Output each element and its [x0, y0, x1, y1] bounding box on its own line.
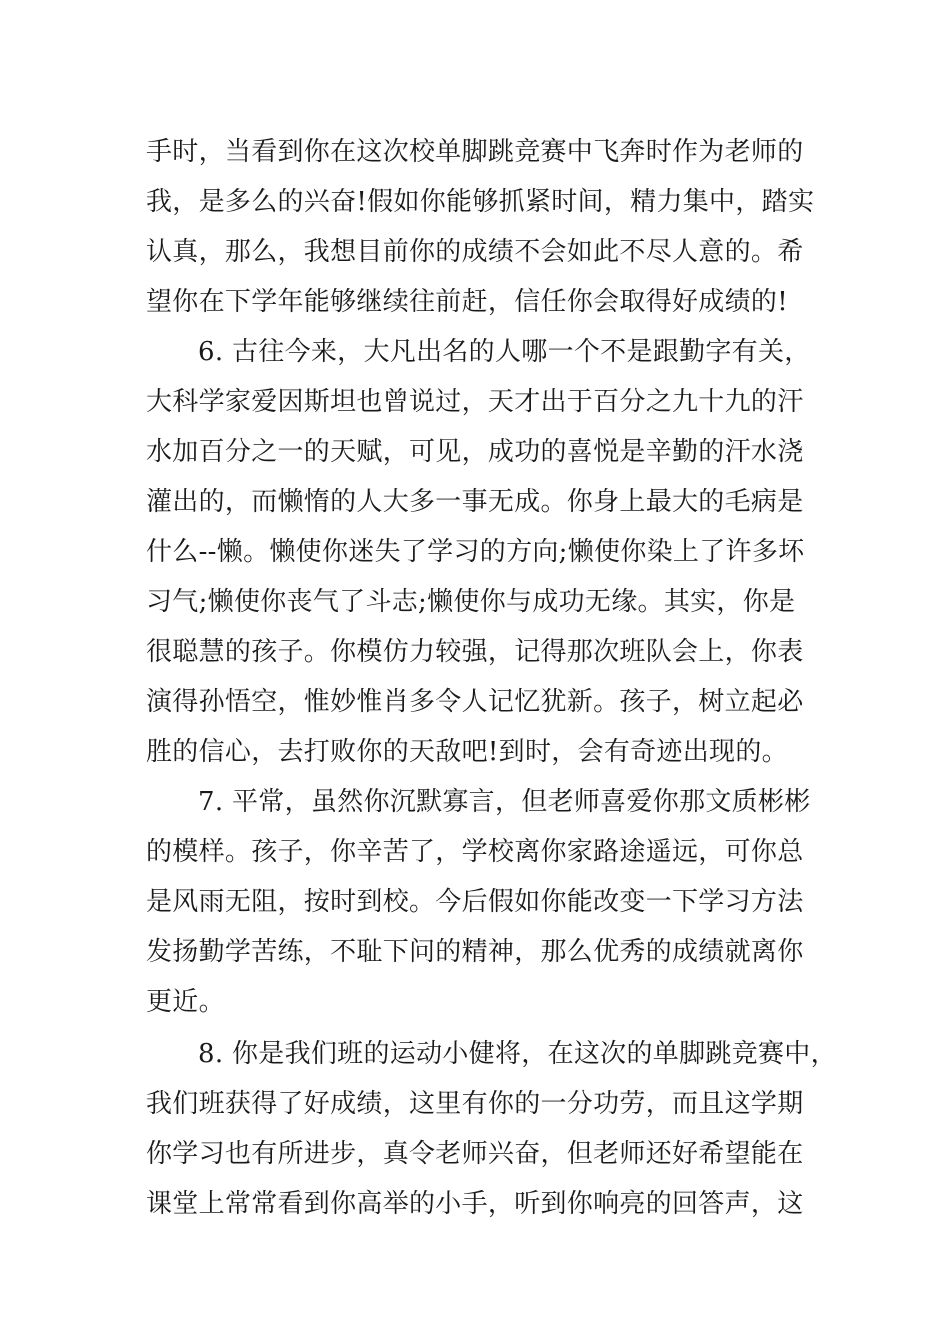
text-line: 什么--懒。懒使你迷失了学习的方向;懒使你染上了许多坏: [146, 537, 805, 567]
text-line: 你学习也有所进步，真令老师兴奋，但老师还好希望能在: [146, 1139, 804, 1169]
paragraph-7: [146, 777, 814, 1027]
text-line: 演得孙悟空，惟妙惟肖多令人记忆犹新。孩子，树立起必: [146, 687, 804, 717]
text-line: 胜的信心，去打败你的天敌吧!到时，会有奇迹出现的。: [146, 737, 788, 767]
text-line: 我们班获得了好成绩，这里有你的一分功劳，而且这学期: [146, 1089, 804, 1119]
text-line: 是风雨无阻，按时到校。今后假如你能改变一下学习方法: [146, 887, 804, 917]
text-line: 水加百分之一的天赋，可见，成功的喜悦是辛勤的汗水浇: [146, 437, 804, 467]
text-line: 发扬勤学苦练，不耻下问的精神，那么优秀的成绩就离你: [146, 937, 804, 967]
text-line: 更近。: [146, 987, 225, 1017]
text-line: 6. 古往今来，大凡出名的人哪一个不是跟勤字有关，: [198, 337, 811, 367]
paragraph-6: [146, 327, 814, 777]
text-line: 灌出的，而懒惰的人大多一事无成。你身上最大的毛病是: [146, 487, 804, 517]
text-line: 手时，当看到你在这次校单脚跳竞赛中飞奔时作为老师的: [146, 137, 804, 167]
text-line: 我，是多么的兴奋!假如你能够抓紧时间，精力集中，踏实: [146, 187, 815, 217]
text-column: [146, 127, 837, 1229]
text-line: 望你在下学年能够继续往前赶，信任你会取得好成绩的!: [146, 287, 788, 317]
paragraph-8: [146, 1029, 837, 1229]
text-line: 8. 你是我们班的运动小健将，在这次的单脚跳竞赛中，: [198, 1039, 837, 1069]
text-line: 7. 平常，虽然你沉默寡言，但老师喜爱你那文质彬彬: [198, 787, 811, 817]
text-line: 很聪慧的孩子。你模仿力较强，记得那次班队会上，你表: [146, 637, 804, 667]
text-line: 大科学家爱因斯坦也曾说过，天才出于百分之九十九的汗: [146, 387, 804, 417]
text-line: 课堂上常常看到你高举的小手，听到你响亮的回答声，这: [146, 1189, 804, 1219]
text-line: 认真，那么，我想目前你的成绩不会如此不尽人意的。希: [146, 237, 804, 267]
text-line: 的模样。孩子，你辛苦了，学校离你家路途遥远，可你总: [146, 837, 804, 867]
text-line: 习气;懒使你丧气了斗志;懒使你与成功无缘。其实，你是: [146, 587, 796, 617]
paragraph-continued: [146, 127, 814, 327]
